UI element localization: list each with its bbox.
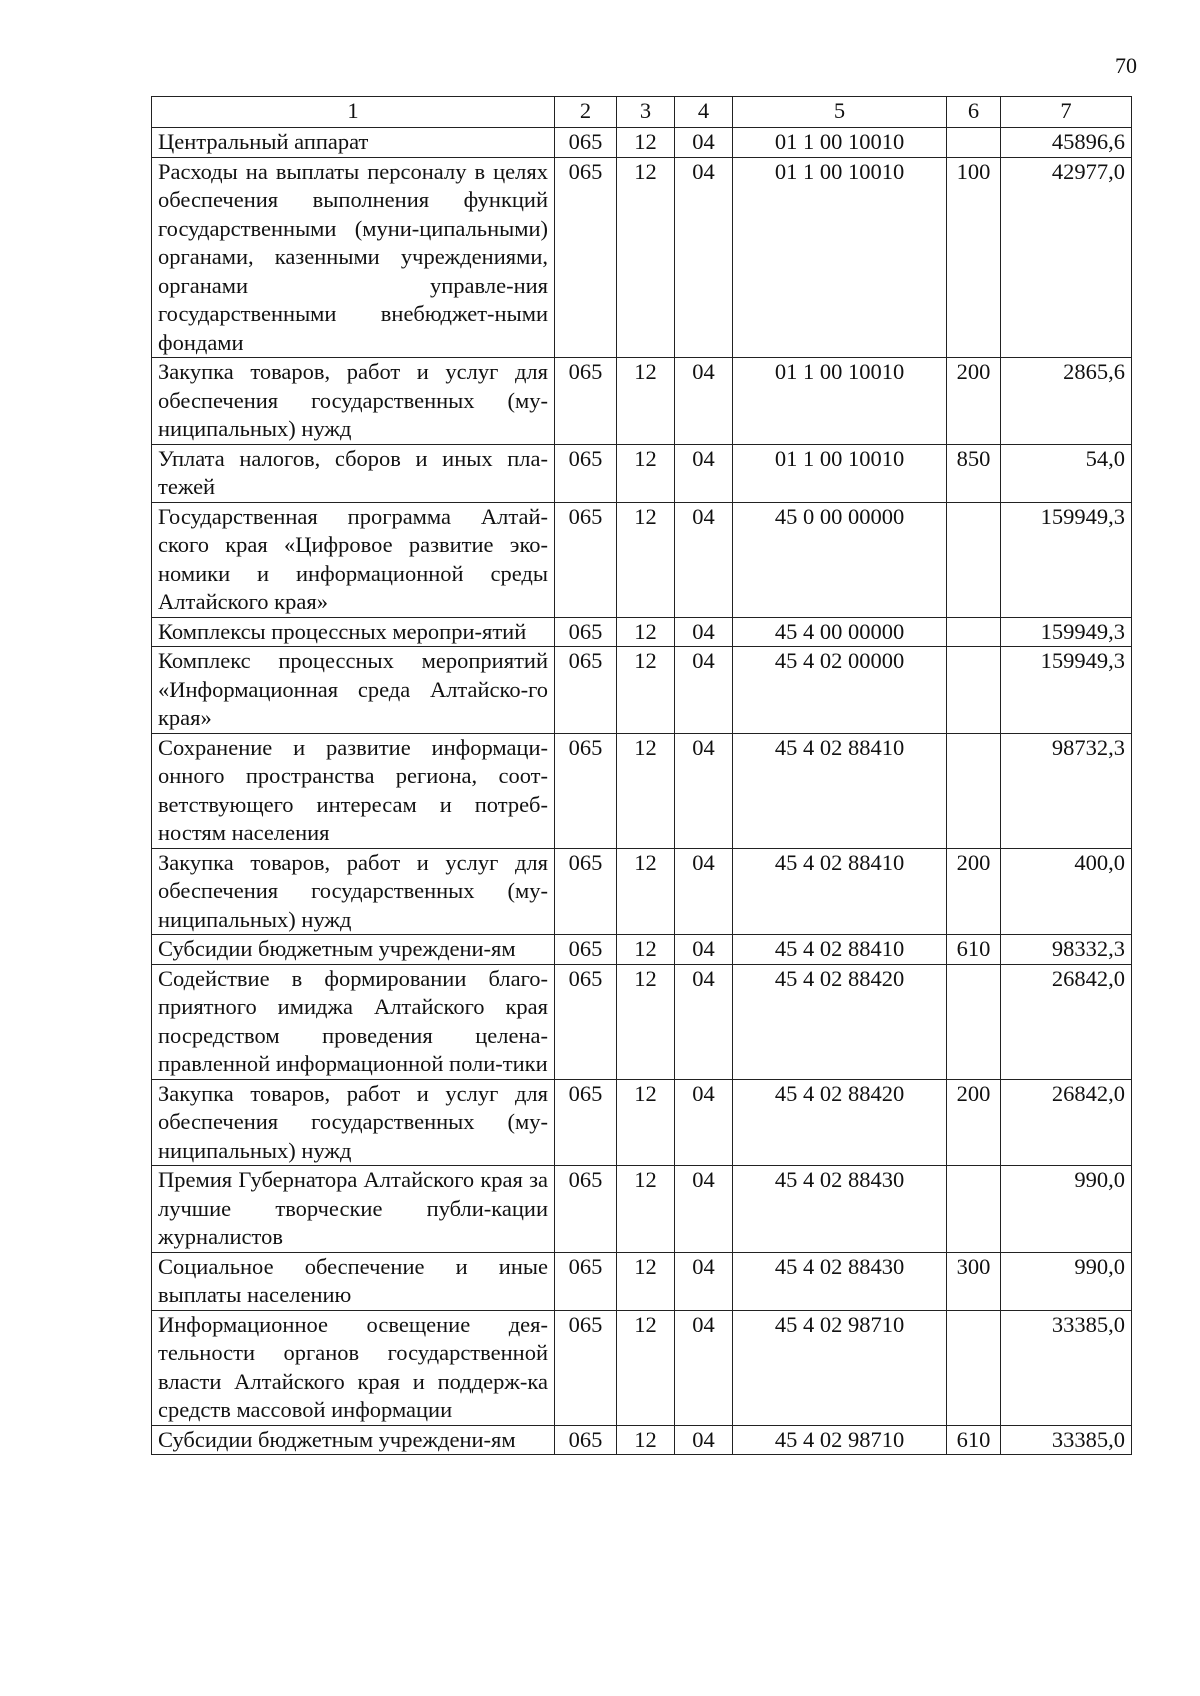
row-expense-type-cell — [947, 647, 1001, 734]
column-header: 5 — [733, 97, 947, 128]
row-subsection-cell: 04 — [675, 1310, 733, 1425]
row-target-article-cell: 01 1 00 10010 — [733, 128, 947, 158]
row-code-cell: 065 — [555, 848, 617, 935]
row-section-cell: 12 — [617, 617, 675, 647]
column-header: 1 — [152, 97, 555, 128]
table-row — [152, 157, 1132, 358]
row-subsection-cell: 04 — [675, 1425, 733, 1455]
row-section-cell: 12 — [617, 502, 675, 617]
row-section-cell: 12 — [617, 733, 675, 848]
row-target-article-cell: 45 4 02 88410 — [733, 733, 947, 848]
row-code-cell: 065 — [555, 1252, 617, 1310]
row-code-cell: 065 — [555, 157, 617, 358]
row-name-cell: Закупка товаров, работ и услуг для обеспечения государственных (му-ниципальных) нужд — [152, 848, 555, 935]
row-target-article-cell: 01 1 00 10010 — [733, 444, 947, 502]
row-amount-cell: 159949,3 — [1001, 647, 1132, 734]
row-expense-type-cell — [947, 1166, 1001, 1253]
row-expense-type-cell — [947, 128, 1001, 158]
table-row — [152, 964, 1132, 1079]
row-subsection-cell: 04 — [675, 964, 733, 1079]
row-subsection-cell: 04 — [675, 617, 733, 647]
row-expense-type-cell: 100 — [947, 157, 1001, 358]
row-amount-cell: 42977,0 — [1001, 157, 1132, 358]
table-row — [152, 617, 1132, 647]
page-number: 70 — [1115, 53, 1137, 78]
row-amount-cell: 45896,6 — [1001, 128, 1132, 158]
row-subsection-cell: 04 — [675, 157, 733, 358]
row-amount-cell: 33385,0 — [1001, 1310, 1132, 1425]
table-row — [152, 848, 1132, 935]
row-subsection-cell: 04 — [675, 1252, 733, 1310]
row-section-cell: 12 — [617, 1425, 675, 1455]
row-section-cell: 12 — [617, 128, 675, 158]
row-name-cell: Премия Губернатора Алтайского края за лучшие творческие публи-кации журналистов — [152, 1166, 555, 1253]
row-name-cell: Закупка товаров, работ и услуг для обеспечения государственных (му-ниципальных) нужд — [152, 358, 555, 445]
row-amount-cell: 400,0 — [1001, 848, 1132, 935]
column-header: 4 — [675, 97, 733, 128]
table-row — [152, 1310, 1132, 1425]
column-header: 7 — [1001, 97, 1132, 128]
row-code-cell: 065 — [555, 617, 617, 647]
row-subsection-cell: 04 — [675, 502, 733, 617]
row-code-cell: 065 — [555, 647, 617, 734]
row-section-cell: 12 — [617, 358, 675, 445]
table-row — [152, 647, 1132, 734]
row-target-article-cell: 45 0 00 00000 — [733, 502, 947, 617]
row-name-cell: Субсидии бюджетным учреждени-ям — [152, 1425, 555, 1455]
row-subsection-cell: 04 — [675, 358, 733, 445]
row-code-cell: 065 — [555, 444, 617, 502]
row-amount-cell: 159949,3 — [1001, 617, 1132, 647]
row-section-cell: 12 — [617, 647, 675, 734]
row-expense-type-cell: 850 — [947, 444, 1001, 502]
row-name-cell: Комплексы процессных меропри-ятий — [152, 617, 555, 647]
row-code-cell: 065 — [555, 964, 617, 1079]
row-code-cell: 065 — [555, 502, 617, 617]
row-code-cell: 065 — [555, 358, 617, 445]
row-target-article-cell: 01 1 00 10010 — [733, 358, 947, 445]
column-header: 6 — [947, 97, 1001, 128]
row-section-cell: 12 — [617, 157, 675, 358]
row-subsection-cell: 04 — [675, 935, 733, 965]
row-amount-cell: 159949,3 — [1001, 502, 1132, 617]
row-expense-type-cell: 200 — [947, 848, 1001, 935]
row-target-article-cell: 45 4 02 98710 — [733, 1425, 947, 1455]
column-header: 2 — [555, 97, 617, 128]
row-subsection-cell: 04 — [675, 1079, 733, 1166]
row-subsection-cell: 04 — [675, 444, 733, 502]
table-row — [152, 1425, 1132, 1455]
row-name-cell: Расходы на выплаты персоналу в целях обеспечения выполнения функций государственными (муни-ципальными) органами, казенными учреждениями, органами управле-ния государственными внебюджет-ными фондами — [152, 157, 555, 358]
row-amount-cell: 990,0 — [1001, 1166, 1132, 1253]
row-code-cell: 065 — [555, 1166, 617, 1253]
row-code-cell: 065 — [555, 935, 617, 965]
row-code-cell: 065 — [555, 128, 617, 158]
row-target-article-cell: 45 4 02 88430 — [733, 1166, 947, 1253]
row-target-article-cell: 45 4 00 00000 — [733, 617, 947, 647]
row-target-article-cell: 45 4 02 00000 — [733, 647, 947, 734]
row-subsection-cell: 04 — [675, 848, 733, 935]
row-section-cell: 12 — [617, 1079, 675, 1166]
row-expense-type-cell: 300 — [947, 1252, 1001, 1310]
table-row — [152, 502, 1132, 617]
table-row — [152, 1252, 1132, 1310]
row-expense-type-cell — [947, 964, 1001, 1079]
row-target-article-cell: 45 4 02 88420 — [733, 964, 947, 1079]
row-expense-type-cell: 610 — [947, 935, 1001, 965]
table-row — [152, 733, 1132, 848]
table-row — [152, 444, 1132, 502]
row-section-cell: 12 — [617, 848, 675, 935]
row-name-cell: Социальное обеспечение и иные выплаты населению — [152, 1252, 555, 1310]
row-section-cell: 12 — [617, 1252, 675, 1310]
row-amount-cell: 2865,6 — [1001, 358, 1132, 445]
table-header-row — [152, 97, 1132, 128]
row-amount-cell: 26842,0 — [1001, 964, 1132, 1079]
row-name-cell: Государственная программа Алтай-ского края «Цифровое развитие эко-номики и информационной среды Алтайского края» — [152, 502, 555, 617]
table-row — [152, 935, 1132, 965]
row-target-article-cell: 45 4 02 88420 — [733, 1079, 947, 1166]
row-name-cell: Комплекс процессных мероприятий «Информационная среда Алтайско-го края» — [152, 647, 555, 734]
row-expense-type-cell: 200 — [947, 358, 1001, 445]
row-expense-type-cell: 200 — [947, 1079, 1001, 1166]
row-code-cell: 065 — [555, 1425, 617, 1455]
row-name-cell: Информационное освещение дея-тельности органов государственной власти Алтайского края и поддерж-ка средств массовой информации — [152, 1310, 555, 1425]
row-target-article-cell: 45 4 02 98710 — [733, 1310, 947, 1425]
row-section-cell: 12 — [617, 444, 675, 502]
row-target-article-cell: 45 4 02 88430 — [733, 1252, 947, 1310]
row-code-cell: 065 — [555, 1310, 617, 1425]
row-subsection-cell: 04 — [675, 128, 733, 158]
row-section-cell: 12 — [617, 964, 675, 1079]
row-code-cell: 065 — [555, 1079, 617, 1166]
row-name-cell: Уплата налогов, сборов и иных пла-тежей — [152, 444, 555, 502]
row-name-cell: Субсидии бюджетным учреждени-ям — [152, 935, 555, 965]
row-amount-cell: 26842,0 — [1001, 1079, 1132, 1166]
row-amount-cell: 990,0 — [1001, 1252, 1132, 1310]
table-row — [152, 1079, 1132, 1166]
row-name-cell: Сохранение и развитие информаци-онного пространства региона, соот-ветствующего интересам и потреб-ностям населения — [152, 733, 555, 848]
row-subsection-cell: 04 — [675, 647, 733, 734]
table-row — [152, 128, 1132, 158]
row-expense-type-cell — [947, 1310, 1001, 1425]
row-section-cell: 12 — [617, 1310, 675, 1425]
row-section-cell: 12 — [617, 1166, 675, 1253]
row-amount-cell: 98332,3 — [1001, 935, 1132, 965]
row-expense-type-cell — [947, 733, 1001, 848]
row-target-article-cell: 45 4 02 88410 — [733, 848, 947, 935]
row-amount-cell: 54,0 — [1001, 444, 1132, 502]
row-code-cell: 065 — [555, 733, 617, 848]
row-name-cell: Содействие в формировании благо-приятного имиджа Алтайского края посредством проведения целена-правленной информационной поли-тики — [152, 964, 555, 1079]
row-subsection-cell: 04 — [675, 1166, 733, 1253]
column-header: 3 — [617, 97, 675, 128]
row-target-article-cell: 45 4 02 88410 — [733, 935, 947, 965]
row-name-cell: Центральный аппарат — [152, 128, 555, 158]
row-name-cell: Закупка товаров, работ и услуг для обеспечения государственных (му-ниципальных) нужд — [152, 1079, 555, 1166]
row-expense-type-cell — [947, 617, 1001, 647]
budget-table — [151, 96, 1132, 1455]
row-expense-type-cell: 610 — [947, 1425, 1001, 1455]
row-amount-cell: 98732,3 — [1001, 733, 1132, 848]
row-section-cell: 12 — [617, 935, 675, 965]
row-expense-type-cell — [947, 502, 1001, 617]
table-row — [152, 1166, 1132, 1253]
row-amount-cell: 33385,0 — [1001, 1425, 1132, 1455]
table-row — [152, 358, 1132, 445]
row-target-article-cell: 01 1 00 10010 — [733, 157, 947, 358]
row-subsection-cell: 04 — [675, 733, 733, 848]
table-body — [152, 128, 1132, 1455]
